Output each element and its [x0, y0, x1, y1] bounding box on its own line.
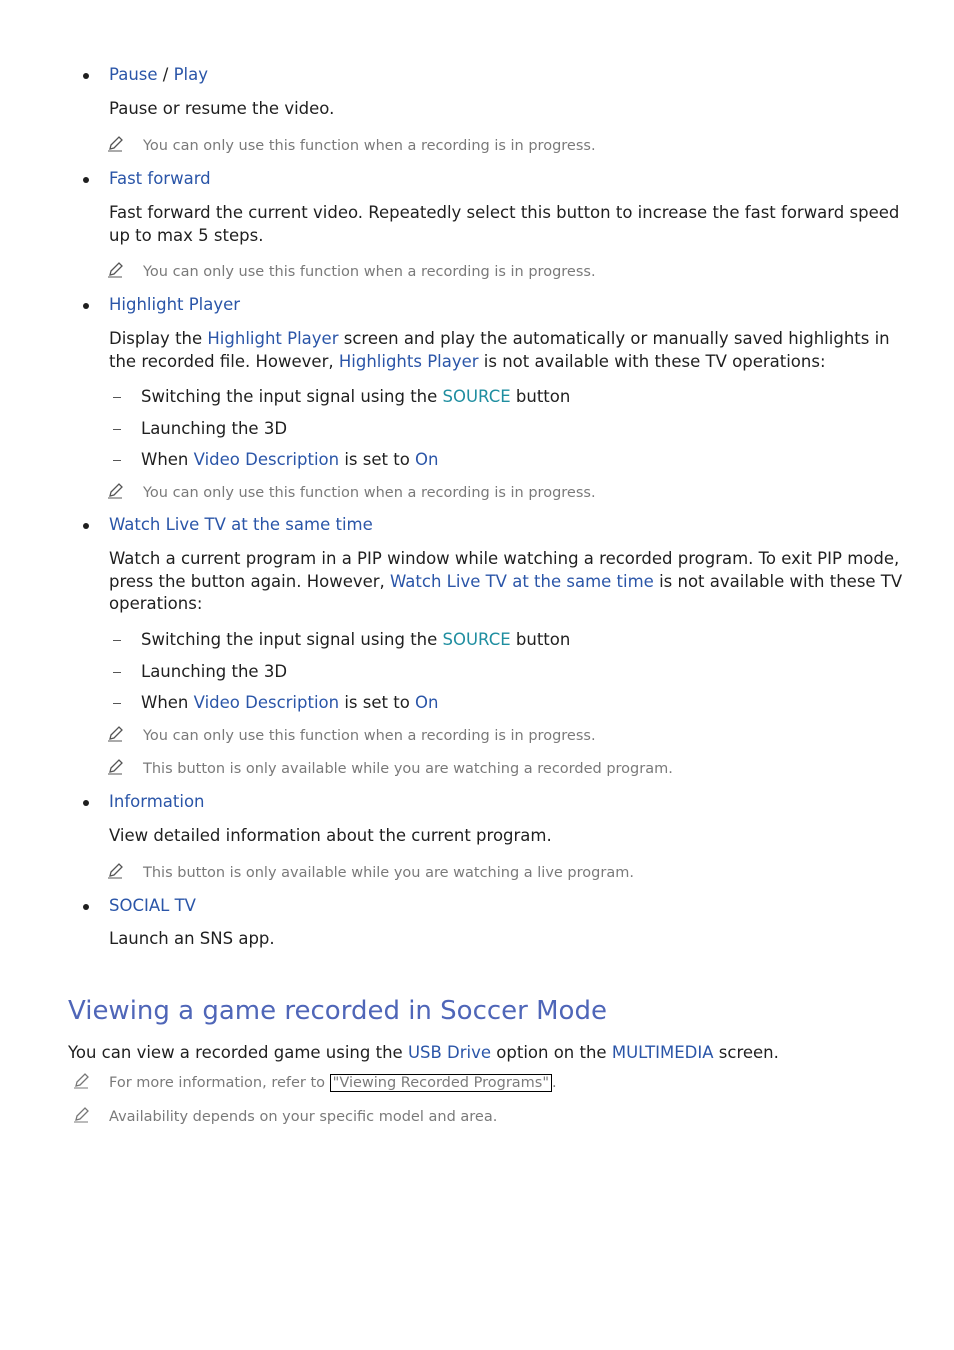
dash-icon	[113, 672, 121, 673]
note-text: This button is only available while you are watching a recorded program.	[143, 761, 673, 777]
sub-item-video-description	[141, 449, 439, 471]
source-term: SOURCE	[442, 630, 511, 649]
dash-icon	[113, 429, 121, 430]
video-description-term: Video Description	[193, 693, 340, 712]
text: screen.	[713, 1043, 779, 1062]
fast-forward-description	[109, 202, 900, 247]
text: You can view a recorded game using the	[68, 1043, 408, 1062]
text: Switching the input signal using the	[141, 630, 443, 649]
dash-icon	[113, 397, 121, 398]
on-term: On	[415, 450, 439, 469]
pause-play-description: Pause or resume the video.	[109, 99, 335, 118]
pencil-icon	[107, 725, 124, 742]
item-title-highlight-player: Highlight Player	[109, 295, 241, 314]
watch-live-description	[109, 548, 903, 616]
pencil-icon	[107, 758, 124, 775]
description-line: Watch a current program in a PIP window while watching a recorded program. To exit PIP mode,	[109, 549, 900, 568]
title-play: Play	[173, 65, 209, 84]
item-title-pause-play	[109, 64, 208, 86]
text: the recorded file. However,	[109, 351, 339, 371]
note-text: This button is only available while you are watching a live program.	[143, 865, 634, 881]
bullet-icon	[83, 303, 89, 309]
dash-icon	[113, 640, 121, 641]
pencil-icon	[107, 862, 124, 879]
sub-item-video-description	[141, 692, 439, 714]
information-description: View detailed information about the current program.	[109, 826, 552, 845]
pencil-icon	[107, 482, 124, 499]
text: When	[141, 693, 194, 712]
text: button	[510, 630, 571, 649]
note-text: You can only use this function when a recording is in progress.	[143, 264, 596, 280]
pencil-icon	[73, 1106, 90, 1123]
sub-item-source	[141, 629, 570, 651]
text: is set to	[339, 450, 416, 469]
description-line: up to max 5 steps.	[109, 225, 264, 245]
on-term: On	[415, 693, 439, 712]
text: For more information, refer to	[109, 1075, 330, 1091]
note-text	[109, 1073, 557, 1093]
text: option on the	[491, 1043, 612, 1062]
pencil-icon	[107, 135, 124, 152]
text: press the button again. However,	[109, 571, 391, 591]
item-title-fast-forward: Fast forward	[109, 169, 211, 188]
sub-item-3d: Launching the 3D	[141, 419, 288, 438]
description-line: Fast forward the current video. Repeatedly select this button to increase the fast forward speed	[109, 203, 900, 222]
bullet-icon	[83, 904, 89, 910]
pencil-icon	[73, 1072, 90, 1089]
bullet-icon	[83, 73, 89, 79]
text: button	[510, 387, 571, 406]
description-line	[109, 328, 890, 351]
usb-drive-term: USB Drive	[407, 1043, 492, 1062]
bullet-icon	[83, 523, 89, 529]
item-title-watch-live-tv: Watch Live TV at the same time	[109, 515, 373, 534]
text: is not available with these TV	[653, 571, 903, 591]
item-title-information: Information	[109, 792, 205, 811]
description-line	[109, 351, 879, 374]
text: is set to	[339, 693, 416, 712]
text: Display the	[109, 329, 208, 348]
pencil-icon	[107, 261, 124, 278]
bullet-icon	[83, 177, 89, 183]
bullet-icon	[83, 800, 89, 806]
text: is not available with these TV operations:	[478, 351, 826, 371]
soccer-description	[68, 1042, 838, 1065]
viewing-recorded-programs-link[interactable]: "Viewing Recorded Programs"	[330, 1074, 552, 1092]
text: .	[552, 1075, 557, 1091]
social-tv-description: Launch an SNS app.	[109, 929, 275, 948]
sub-item-3d: Launching the 3D	[141, 662, 288, 681]
highlights-player-term: Highlights Player	[338, 351, 479, 371]
highlight-player-term: Highlight Player	[207, 329, 339, 348]
text: When	[141, 450, 194, 469]
description-line: operations:	[109, 594, 203, 613]
title-pause: Pause	[109, 65, 158, 84]
highlight-player-description	[109, 328, 890, 373]
sub-item-source	[141, 386, 570, 408]
video-description-term: Video Description	[193, 450, 340, 469]
title-separator: /	[157, 65, 174, 84]
note-text: You can only use this function when a recording is in progress.	[143, 138, 596, 154]
multimedia-term: MULTIMEDIA	[611, 1043, 714, 1062]
item-title-social-tv: SOCIAL TV	[109, 896, 196, 915]
note-text: Availability depends on your specific model and area.	[109, 1109, 498, 1125]
note-text: You can only use this function when a recording is in progress.	[143, 728, 596, 744]
text: screen and play the automatically or manually saved highlights in	[338, 329, 890, 348]
source-term: SOURCE	[442, 387, 511, 406]
text: Switching the input signal using the	[141, 387, 443, 406]
dash-icon	[113, 460, 121, 461]
note-text: You can only use this function when a recording is in progress.	[143, 485, 596, 501]
watch-live-term: Watch Live TV at the same time	[390, 571, 654, 591]
section-heading: Viewing a game recorded in Soccer Mode	[68, 996, 607, 1026]
dash-icon	[113, 703, 121, 704]
description-line	[109, 571, 903, 594]
